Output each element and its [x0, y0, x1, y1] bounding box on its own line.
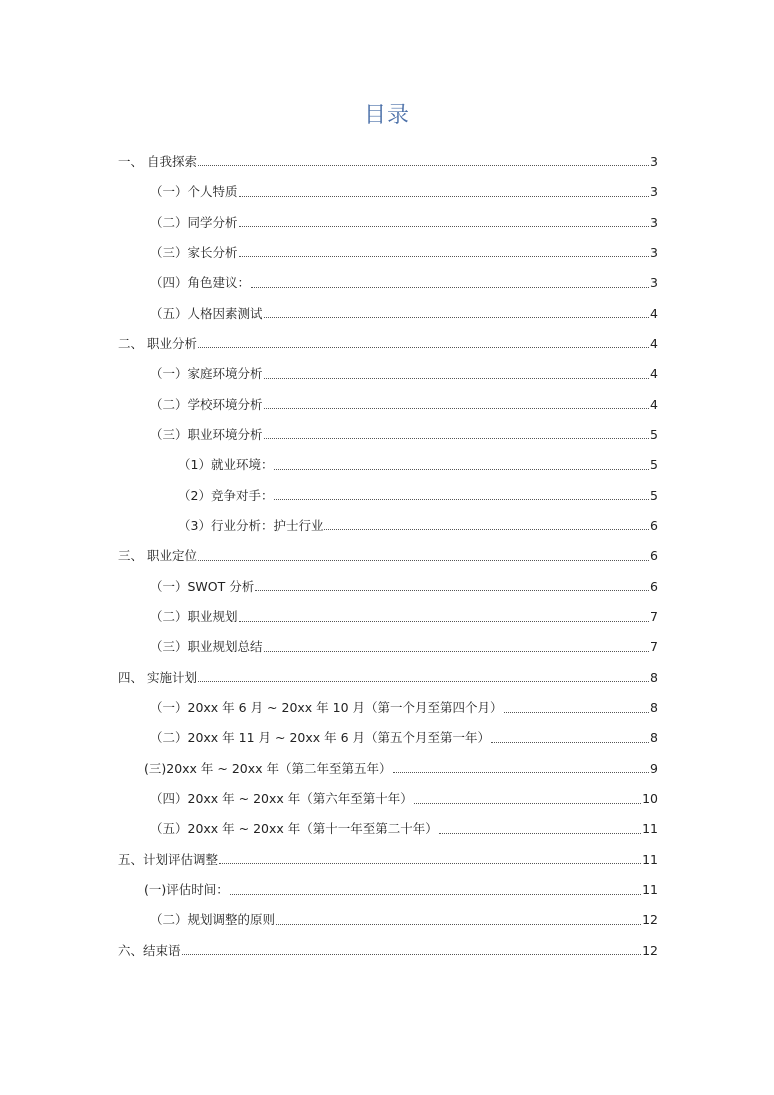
toc-page-number: 5 — [650, 487, 658, 503]
toc-page-number: 12 — [642, 912, 658, 928]
toc-entry[interactable] — [118, 836, 658, 866]
toc-page-number: 12 — [642, 942, 658, 958]
toc-page-number: 8 — [650, 700, 658, 716]
toc-title: 目录 — [363, 103, 410, 128]
toc-entry[interactable] — [118, 593, 658, 623]
toc-entry-text: （四）角色建议： — [150, 275, 251, 291]
toc-dot-leader — [198, 347, 649, 348]
toc-entry-text: （三）职业规划总结 — [150, 639, 263, 655]
toc-page-number: 4 — [650, 396, 658, 412]
toc-entry[interactable] — [118, 897, 658, 927]
toc-entry[interactable] — [118, 532, 658, 562]
toc-entry-text: （一）20xx 年 6 月 ~ 20xx 年 10 月（第一个月至第四个月） — [150, 700, 503, 716]
toc-entry[interactable] — [118, 381, 658, 411]
toc-entry[interactable] — [118, 138, 658, 168]
toc-entry-text: （三）家长分析 — [150, 244, 238, 260]
toc-dot-leader — [491, 742, 649, 743]
toc-entry[interactable] — [118, 472, 658, 502]
toc-entry[interactable] — [118, 199, 658, 229]
toc-entry-text: （五）人格因素测试 — [150, 305, 263, 321]
toc-entry[interactable] — [118, 927, 658, 957]
toc-entry[interactable] — [118, 684, 658, 714]
toc-dot-leader — [198, 560, 649, 561]
toc-dot-leader — [239, 196, 649, 197]
toc-entry-text: （二）规划调整的原则 — [150, 912, 276, 928]
toc-entry[interactable] — [118, 715, 658, 745]
toc-page-number: 4 — [650, 335, 658, 351]
toc-entry-text: （三）职业环境分析 — [150, 426, 263, 442]
toc-entry[interactable] — [118, 441, 658, 471]
toc-page-number: 3 — [650, 214, 658, 230]
toc-entry[interactable] — [118, 866, 658, 896]
toc-dot-leader — [219, 863, 641, 864]
toc-entry[interactable] — [118, 745, 658, 775]
toc-page-number: 11 — [642, 882, 658, 898]
toc-page-number: 3 — [650, 153, 658, 169]
toc-dot-leader — [255, 590, 649, 591]
toc-dot-leader — [264, 378, 649, 379]
toc-dot-leader — [264, 317, 649, 318]
toc-entry-text: （一）SWOT 分析 — [150, 578, 255, 594]
toc-page-number: 9 — [650, 760, 658, 776]
toc-entry-text: （二）同学分析 — [150, 214, 238, 230]
toc-dot-leader — [239, 621, 649, 622]
toc-page-number: 3 — [650, 184, 658, 200]
toc-dot-leader — [439, 833, 641, 834]
toc-dot-leader — [393, 772, 649, 773]
toc-entry[interactable] — [118, 411, 658, 441]
toc-page-number: 6 — [650, 578, 658, 594]
toc-entry-text: 三、 职业定位 — [118, 548, 197, 564]
toc-page-number: 5 — [650, 426, 658, 442]
toc-entry-text: 五、计划评估调整 — [118, 851, 219, 867]
toc-entry-text: （一）家庭环境分析 — [150, 366, 263, 382]
toc-entry[interactable] — [118, 229, 658, 259]
toc-entry-text: （二）学校环境分析 — [150, 396, 263, 412]
toc-page-number: 10 — [642, 791, 658, 807]
toc-entry-text: 一、 自我探索 — [118, 153, 197, 169]
toc-entry[interactable] — [118, 168, 658, 198]
toc-page-number: 11 — [642, 821, 658, 837]
toc-entry-text: 四、 实施计划 — [118, 669, 197, 685]
toc-entry[interactable] — [118, 320, 658, 350]
table-of-contents — [118, 138, 658, 957]
toc-page-number: 6 — [650, 548, 658, 564]
toc-entry-text: （二）20xx 年 11 月 ~ 20xx 年 6 月（第五个月至第一年） — [150, 730, 491, 746]
toc-dot-leader — [504, 712, 649, 713]
toc-entry[interactable] — [118, 502, 658, 532]
toc-entry-text: 六、结束语 — [118, 942, 181, 958]
toc-entry-text: （3）行业分析：护士行业 — [178, 517, 324, 533]
toc-entry-text: (一)评估时间： — [144, 882, 229, 898]
toc-entry[interactable] — [118, 350, 658, 380]
toc-entry[interactable] — [118, 775, 658, 805]
toc-entry[interactable] — [118, 290, 658, 320]
toc-dot-leader — [198, 681, 649, 682]
toc-dot-leader — [274, 499, 649, 500]
toc-dot-leader — [182, 954, 642, 955]
toc-entry[interactable] — [118, 806, 658, 836]
toc-entry-text: 二、 职业分析 — [118, 335, 197, 351]
toc-entry-text: （二）职业规划 — [150, 609, 238, 624]
toc-page-number: 8 — [650, 730, 658, 746]
toc-entry-text: （2）竞争对手： — [178, 487, 274, 503]
toc-entry[interactable] — [118, 563, 658, 593]
toc-page-number: 3 — [650, 244, 658, 260]
toc-dot-leader — [239, 226, 649, 227]
toc-dot-leader — [251, 287, 649, 288]
toc-dot-leader — [324, 529, 649, 530]
toc-dot-leader — [239, 256, 649, 257]
toc-page-number: 4 — [650, 366, 658, 382]
toc-entry[interactable] — [118, 624, 658, 654]
toc-dot-leader — [264, 438, 649, 439]
toc-entry-text: (三)20xx 年 ~ 20xx 年（第二年至第五年） — [144, 760, 392, 776]
toc-dot-leader — [198, 165, 649, 166]
toc-entry-text: （五）20xx 年 ~ 20xx 年（第十一年至第二十年） — [150, 821, 438, 837]
toc-page-number: 4 — [650, 305, 658, 321]
toc-dot-leader — [274, 469, 649, 470]
toc-dot-leader — [230, 894, 641, 895]
toc-entry-text: （一）个人特质 — [150, 184, 238, 200]
toc-entry-text: （四）20xx 年 ~ 20xx 年（第六年至第十年） — [150, 791, 413, 807]
toc-page-number: 8 — [650, 669, 658, 685]
toc-dot-leader — [264, 651, 649, 652]
toc-page-number: 3 — [650, 275, 658, 291]
toc-page-number: 7 — [650, 639, 658, 655]
toc-entry[interactable] — [118, 259, 658, 289]
toc-dot-leader — [264, 408, 649, 409]
toc-page-number: 11 — [642, 851, 658, 867]
toc-page-number: 5 — [650, 457, 658, 473]
toc-dot-leader — [414, 803, 641, 804]
toc-dot-leader — [276, 924, 641, 925]
toc-page-number: 6 — [650, 517, 658, 533]
toc-entry-text: （1）就业环境： — [178, 457, 274, 473]
toc-page-number: 7 — [650, 609, 658, 624]
toc-entry[interactable] — [118, 654, 658, 684]
